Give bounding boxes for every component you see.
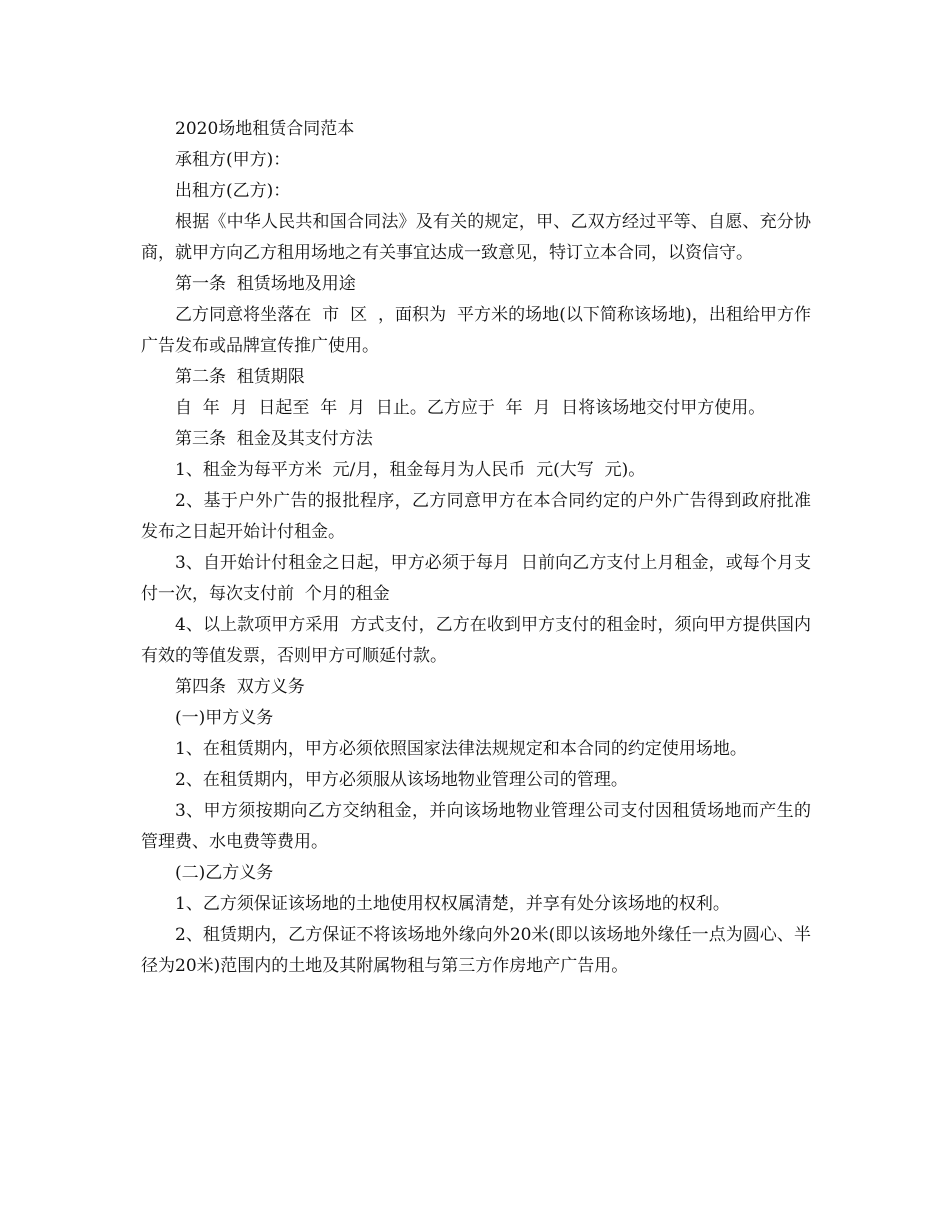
document-body xyxy=(141,114,811,982)
lessee-line: 承租方(甲方)： xyxy=(175,150,291,170)
party-a-duty-2: 2、在租赁期内，甲方必须服从该场地物业管理公司的管理。 xyxy=(175,770,628,790)
article-1-paragraph: 乙方同意将坐落在 市 区 ，面积为 平方米的场地(以下简称该场地)，出租给甲方作广告发布或品牌宣传推广使用。 xyxy=(141,305,811,356)
article-2-heading: 第二条 租赁期限 xyxy=(175,367,305,387)
article-3-item-1: 1、租金为每平方米 元/月，租金每月为人民币 元(大写 元)。 xyxy=(175,460,646,480)
article-1-heading: 第一条 租赁场地及用途 xyxy=(175,274,356,294)
party-b-duty-2: 2、租赁期内，乙方保证不将该场地外缘向外20米(即以该场地外缘任一点为圆心、半径为20米)范围内的土地及其附属物租与第三方作房地产广告用。 xyxy=(141,925,811,976)
preamble-paragraph: 根据《中华人民共和国合同法》及有关的规定，甲、乙双方经过平等、自愿、充分协商，就甲方向乙方租用场地之有关事宜达成一致意见，特订立本合同，以资信守。 xyxy=(141,212,811,263)
party-a-duties-heading: (一)甲方义务 xyxy=(175,708,274,728)
party-a-duty-3: 3、甲方须按期向乙方交纳租金，并向该场地物业管理公司支付因租赁场地而产生的管理费、水电费等费用。 xyxy=(141,801,811,852)
party-b-duty-1: 1、乙方须保证该场地的土地使用权权属清楚，并享有处分该场地的权利。 xyxy=(175,894,730,914)
lessor-line: 出租方(乙方)： xyxy=(175,181,291,201)
article-3-item-3: 3、自开始计付租金之日起，甲方必须于每月 日前向乙方支付上月租金，或每个月支付一次，每次支付前 个月的租金 xyxy=(141,553,811,604)
article-3-item-4: 4、以上款项甲方采用 方式支付，乙方在收到甲方支付的租金时，须向甲方提供国内有效的等值发票，否则甲方可顺延付款。 xyxy=(141,615,811,666)
party-b-duties-heading: (二)乙方义务 xyxy=(175,863,274,883)
article-3-heading: 第三条 租金及其支付方法 xyxy=(175,429,373,449)
party-a-duty-1: 1、在租赁期内，甲方必须依照国家法律法规规定和本合同的约定使用场地。 xyxy=(175,739,747,759)
article-4-heading: 第四条 双方义务 xyxy=(175,677,305,697)
article-3-item-2: 2、基于户外广告的报批程序，乙方同意甲方在本合同约定的户外广告得到政府批准发布之日起开始计付租金。 xyxy=(141,491,811,542)
article-2-paragraph: 自 年 月 日起至 年 月 日止。乙方应于 年 月 日将该场地交付甲方使用。 xyxy=(175,398,766,418)
document-title: 2020场地租赁合同范本 xyxy=(175,119,355,139)
